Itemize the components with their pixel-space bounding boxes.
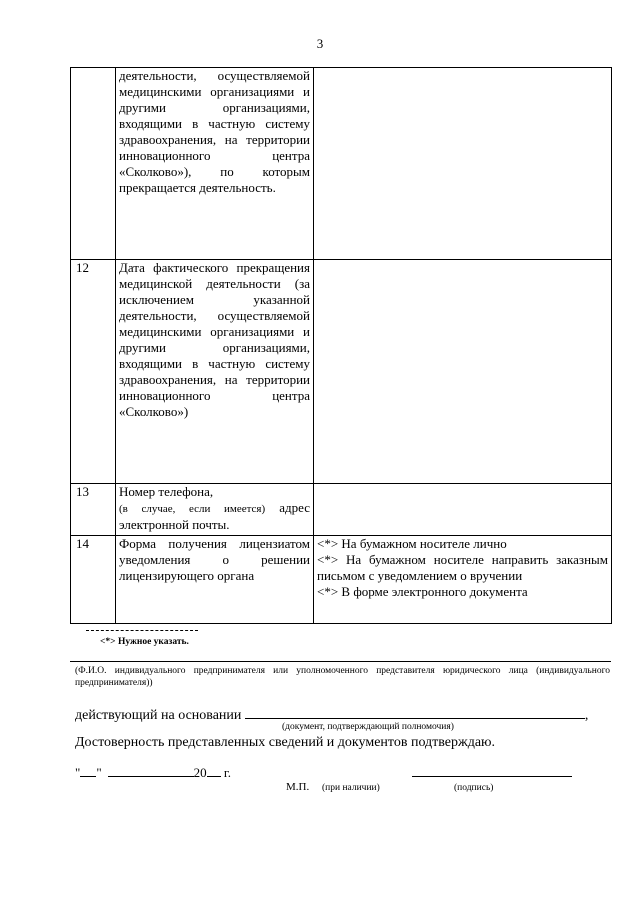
row-label-tail: адрес электронной почты.: [119, 500, 311, 532]
row-label: Форма получения лицензиатом уведомления о решении лицензирующего органа: [116, 536, 314, 624]
table-row: [71, 68, 612, 260]
year-field[interactable]: [207, 765, 221, 777]
day-field[interactable]: [80, 765, 96, 777]
row-label-note: (в случае, если имеется): [119, 503, 266, 515]
form-table: [70, 67, 612, 624]
acting-basis-field[interactable]: [245, 706, 585, 719]
month-field[interactable]: [108, 765, 194, 777]
footnote: <*> Нужное указать.: [100, 637, 189, 647]
page-number: 3: [316, 36, 324, 51]
option-list: [314, 536, 612, 624]
quote-open: ": [75, 765, 81, 780]
quote-close: ": [96, 765, 102, 780]
option-electronic[interactable]: <*> В форме электронного документа: [317, 584, 528, 599]
year-suffix: г.: [220, 765, 231, 780]
option-paper-by-mail[interactable]: <*> На бумажном носителе направить заказным письмом с уведомлением о вручении: [317, 552, 608, 583]
footnote-divider: [86, 630, 198, 631]
row-value-cell[interactable]: [314, 68, 612, 260]
row-number: 14: [71, 536, 116, 624]
fio-field-line[interactable]: [70, 661, 611, 662]
table-row: [71, 484, 612, 536]
date-line: [75, 765, 231, 781]
year-prefix: 20: [193, 765, 207, 780]
confirmation-statement: Достоверность представленных сведений и документов подтверждаю.: [75, 735, 495, 750]
row-label: [116, 484, 314, 536]
acting-basis-label: действующий на основании: [75, 708, 245, 723]
fio-caption: (Ф.И.О. индивидуального предпринимателя или уполномоченного представителя юридического лица (индивидуального предпринимателя)): [75, 666, 610, 688]
signature-caption: (подпись): [454, 783, 494, 793]
row-label: деятельности, осуществляемой медицинскими организациями и другими организациями, входящими в частную систему здравоохранения, на территории инновационного центра «Сколково»), по которым прекращается деятельность.: [116, 68, 314, 260]
stamp-caption: (при наличии): [322, 783, 380, 793]
row-number: 12: [71, 260, 116, 484]
row-value-cell[interactable]: [314, 260, 612, 484]
stamp-label: М.П.: [286, 781, 310, 793]
table-row: [71, 536, 612, 624]
row-number: [71, 68, 116, 260]
row-number: 13: [71, 484, 116, 536]
acting-basis-comma: ,: [584, 708, 589, 723]
row-value-cell[interactable]: [314, 484, 612, 536]
signature-field[interactable]: [412, 776, 572, 777]
option-paper-in-person[interactable]: <*> На бумажном носителе лично: [317, 536, 507, 551]
document-caption: (документ, подтверждающий полномочия): [282, 722, 454, 732]
table-row: [71, 260, 612, 484]
row-label: Дата фактического прекращения медицинской деятельности (за исключением указанной деятельности, осуществляемой медицинскими организациями и другими организациями, входящими в частную систему здравоохранения, на территории инновационного центра «Сколково»): [116, 260, 314, 484]
row-label-main: Номер телефона,: [119, 484, 214, 499]
